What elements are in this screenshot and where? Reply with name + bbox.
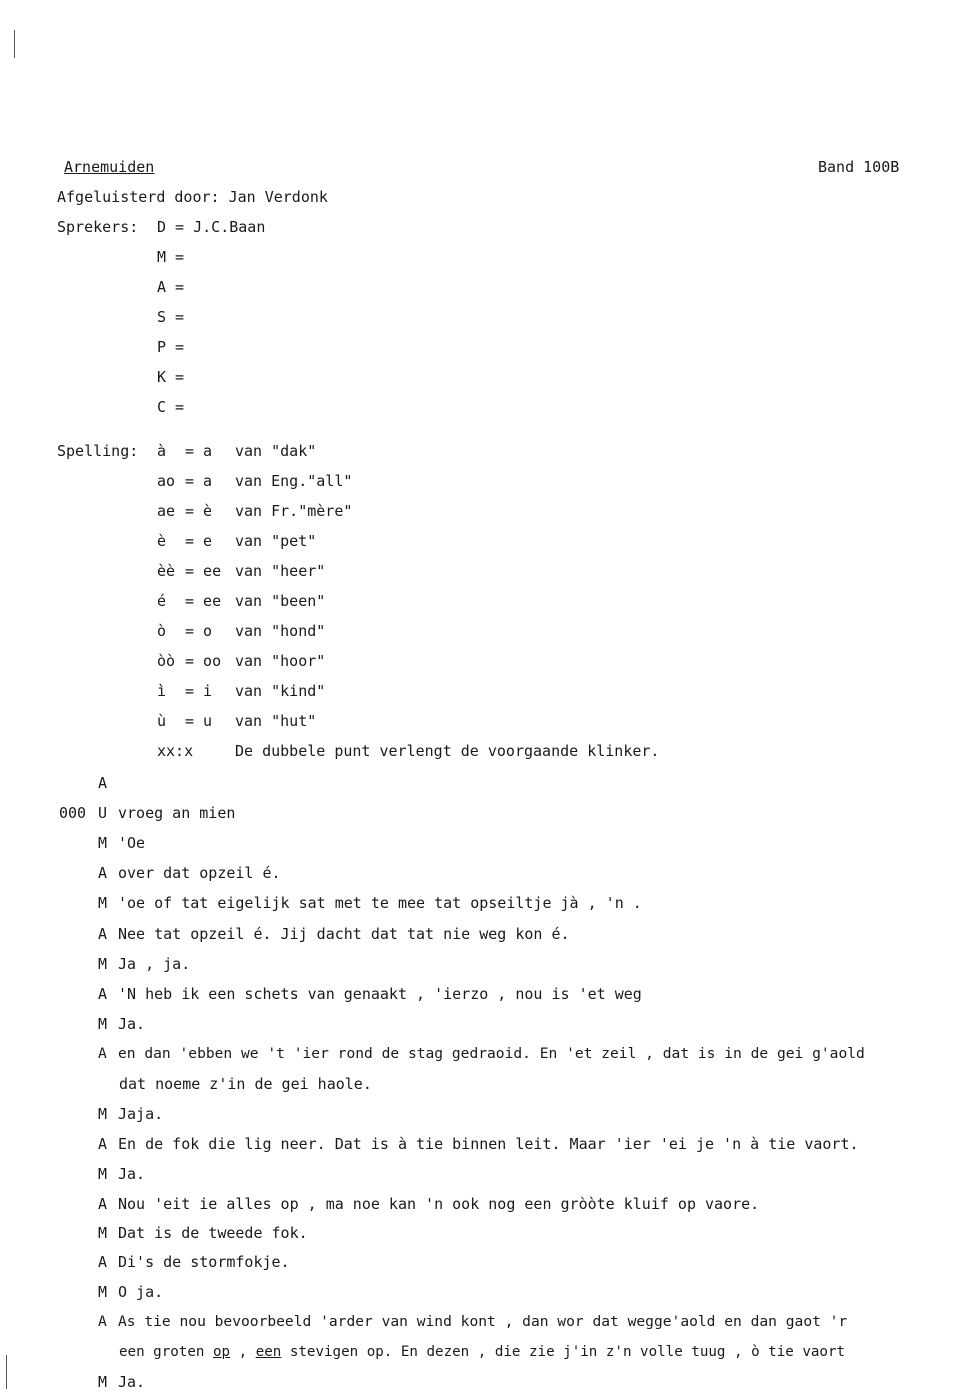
transcript-turn xyxy=(98,1015,145,1033)
spelling-row xyxy=(157,502,352,520)
transcript-turn xyxy=(98,1045,865,1063)
utterance-text: O ja. xyxy=(118,1283,164,1301)
utterance-text: Ja. xyxy=(118,1373,146,1391)
spelling-example: van Fr."mère" xyxy=(235,502,353,520)
spelling-equivalent: = e xyxy=(185,532,213,550)
utterance-text: Ja , ja. xyxy=(118,955,191,973)
utterance-text: Dat is de tweede fok. xyxy=(118,1224,308,1242)
listener-line: Afgeluisterd door: Jan Verdonk xyxy=(57,188,328,206)
continuation-text: een groten xyxy=(119,1344,213,1360)
spelling-symbol: è xyxy=(157,532,167,550)
transcript-turn xyxy=(98,985,642,1003)
spelling-example: van "pet" xyxy=(235,532,317,550)
spelling-example: van "hut" xyxy=(235,712,317,730)
transcript-turn xyxy=(98,834,145,852)
speaker-code: A xyxy=(98,925,108,943)
spelling-equivalent: = è xyxy=(185,502,213,520)
speaker-code: A xyxy=(98,1045,107,1062)
transcript-turn xyxy=(98,804,235,822)
spelling-example: van "kind" xyxy=(235,682,326,700)
utterance-text: over dat opzeil é. xyxy=(118,864,281,882)
speaker-code: A xyxy=(98,1135,108,1153)
speaker-code: M xyxy=(98,1105,108,1123)
speaker-entry: M = xyxy=(157,248,185,266)
transcript-turn xyxy=(98,1283,163,1301)
transcript-turn xyxy=(98,894,642,912)
spelling-equivalent: = o xyxy=(185,622,213,640)
speaker-code: A xyxy=(98,985,108,1003)
spelling-symbol: ae xyxy=(157,502,176,520)
transcript-turn xyxy=(98,1165,145,1183)
spelling-equivalent: = i xyxy=(185,682,213,700)
transcript-turn xyxy=(98,1373,145,1391)
speaker-code: M xyxy=(98,955,108,973)
spelling-symbol: à xyxy=(157,442,167,460)
utterance-text: Ja. xyxy=(118,1165,146,1183)
speaker-code: M xyxy=(98,1224,108,1242)
spelling-symbol: ù xyxy=(157,712,167,730)
spelling-row xyxy=(157,532,316,550)
utterance-continuation: dat noeme z'in de gei haole. xyxy=(119,1075,372,1093)
utterance-text: 'Oe xyxy=(118,834,146,852)
section-marker: A xyxy=(98,774,108,792)
margin-mark xyxy=(14,30,15,58)
utterance-text: Ja. xyxy=(118,1015,146,1033)
transcript-turn xyxy=(98,955,190,973)
speaker-code: M xyxy=(98,894,108,912)
speaker-entry: K = xyxy=(157,368,185,386)
spelling-symbol: ì xyxy=(157,682,167,700)
spelling-symbol: ò xyxy=(157,622,167,640)
spelling-symbol: òò xyxy=(157,652,176,670)
utterance-text: 'N heb ik een schets van genaakt , 'ierzo , nou is 'et weg xyxy=(118,985,642,1003)
spelling-example: van "hond" xyxy=(235,622,326,640)
band-number: Band 100B xyxy=(818,158,900,176)
underlined-word: een xyxy=(255,1344,282,1360)
utterance-text: en dan 'ebben we 't 'ier rond de stag gedraoid. En 'et zeil , dat is in de gei g'aold xyxy=(118,1045,865,1062)
tape-counter: 000 xyxy=(59,804,87,822)
spelling-row xyxy=(157,472,352,490)
spelling-note-text: De dubbele punt verlengt de voorgaande klinker. xyxy=(235,742,660,760)
transcript-turn xyxy=(98,1195,759,1213)
speaker-code: M xyxy=(98,834,108,852)
utterance-text: En de fok die lig neer. Dat is à tie binnen leit. Maar 'ier 'ei je 'n à tie vaort. xyxy=(118,1135,859,1153)
spelling-equivalent: = a xyxy=(185,442,213,460)
spelling-example: van Eng."all" xyxy=(235,472,353,490)
speaker-code: M xyxy=(98,1373,108,1391)
utterance-text: Di's de stormfokje. xyxy=(118,1253,290,1271)
speaker-code: M xyxy=(98,1165,108,1183)
utterance-text: vroeg an mien xyxy=(118,804,236,822)
speaker-code: A xyxy=(98,1195,108,1213)
utterance-text: Nee tat opzeil é. Jij dacht dat tat nie weg kon é. xyxy=(118,925,570,943)
speaker-code: U xyxy=(98,804,108,822)
spelling-equivalent: = ee xyxy=(185,592,222,610)
speaker-entry: A = xyxy=(157,278,185,296)
spelling-symbol: èè xyxy=(157,562,176,580)
utterance-continuation xyxy=(119,1343,845,1361)
speaker-code: M xyxy=(98,1283,108,1301)
utterance-text: Jaja. xyxy=(118,1105,164,1123)
spelling-note xyxy=(157,742,659,760)
underlined-word: op xyxy=(212,1344,231,1360)
transcript-turn xyxy=(98,1253,290,1271)
continuation-text: , xyxy=(230,1344,256,1360)
utterance-text: 'oe of tat eigelijk sat met te mee tat opseiltje jà , 'n . xyxy=(118,894,642,912)
spelling-row xyxy=(157,652,325,670)
speaker-code: M xyxy=(98,1015,108,1033)
spelling-example: van "hoor" xyxy=(235,652,326,670)
spelling-symbol: ao xyxy=(157,472,176,490)
utterance-text: As tie nou bevoorbeeld 'arder van wind kont , dan wor dat wegge'aold en dan gaot 'r xyxy=(118,1313,848,1330)
speaker-code: A xyxy=(98,864,108,882)
spelling-example: van "dak" xyxy=(235,442,317,460)
spelling-equivalent: = ee xyxy=(185,562,222,580)
spelling-symbol: é xyxy=(157,592,167,610)
transcript-turn xyxy=(98,1105,163,1123)
transcript-turn xyxy=(98,864,281,882)
spelling-example: van "been" xyxy=(235,592,326,610)
spelling-row xyxy=(157,622,325,640)
spelling-equivalent: = u xyxy=(185,712,213,730)
transcript-turn xyxy=(98,925,570,943)
spelling-row xyxy=(157,592,325,610)
speaker-code: A xyxy=(98,1313,107,1330)
speaker-entry: D = J.C.Baan xyxy=(157,218,266,236)
spelling-example: van "heer" xyxy=(235,562,326,580)
speaker-code: A xyxy=(98,1253,108,1271)
speaker-entry: P = xyxy=(157,338,185,356)
spelling-row xyxy=(157,712,316,730)
spelling-equivalent: = oo xyxy=(185,652,222,670)
margin-mark xyxy=(6,1355,7,1389)
spelling-note-symbol: xx:x xyxy=(157,742,194,760)
spelling-label: Spelling: xyxy=(57,442,139,460)
transcript-turn xyxy=(98,1224,308,1242)
transcript-turn xyxy=(98,1135,859,1153)
spelling-row xyxy=(157,562,325,580)
continuation-text: stevigen op. En dezen , die zie j'in z'n volle tuug , ò tie vaort xyxy=(281,1344,846,1360)
utterance-text: Nou 'eit ie alles op , ma noe kan 'n ook nog een gròòte kluif op vaore. xyxy=(118,1195,760,1213)
speaker-entry: C = xyxy=(157,398,185,416)
spelling-row xyxy=(157,682,325,700)
speaker-entry: S = xyxy=(157,308,185,326)
document-title: Arnemuiden xyxy=(64,158,155,176)
spelling-equivalent: = a xyxy=(185,472,213,490)
spelling-row xyxy=(157,442,316,460)
speakers-label: Sprekers: xyxy=(57,218,139,236)
transcript-turn xyxy=(98,1313,847,1331)
